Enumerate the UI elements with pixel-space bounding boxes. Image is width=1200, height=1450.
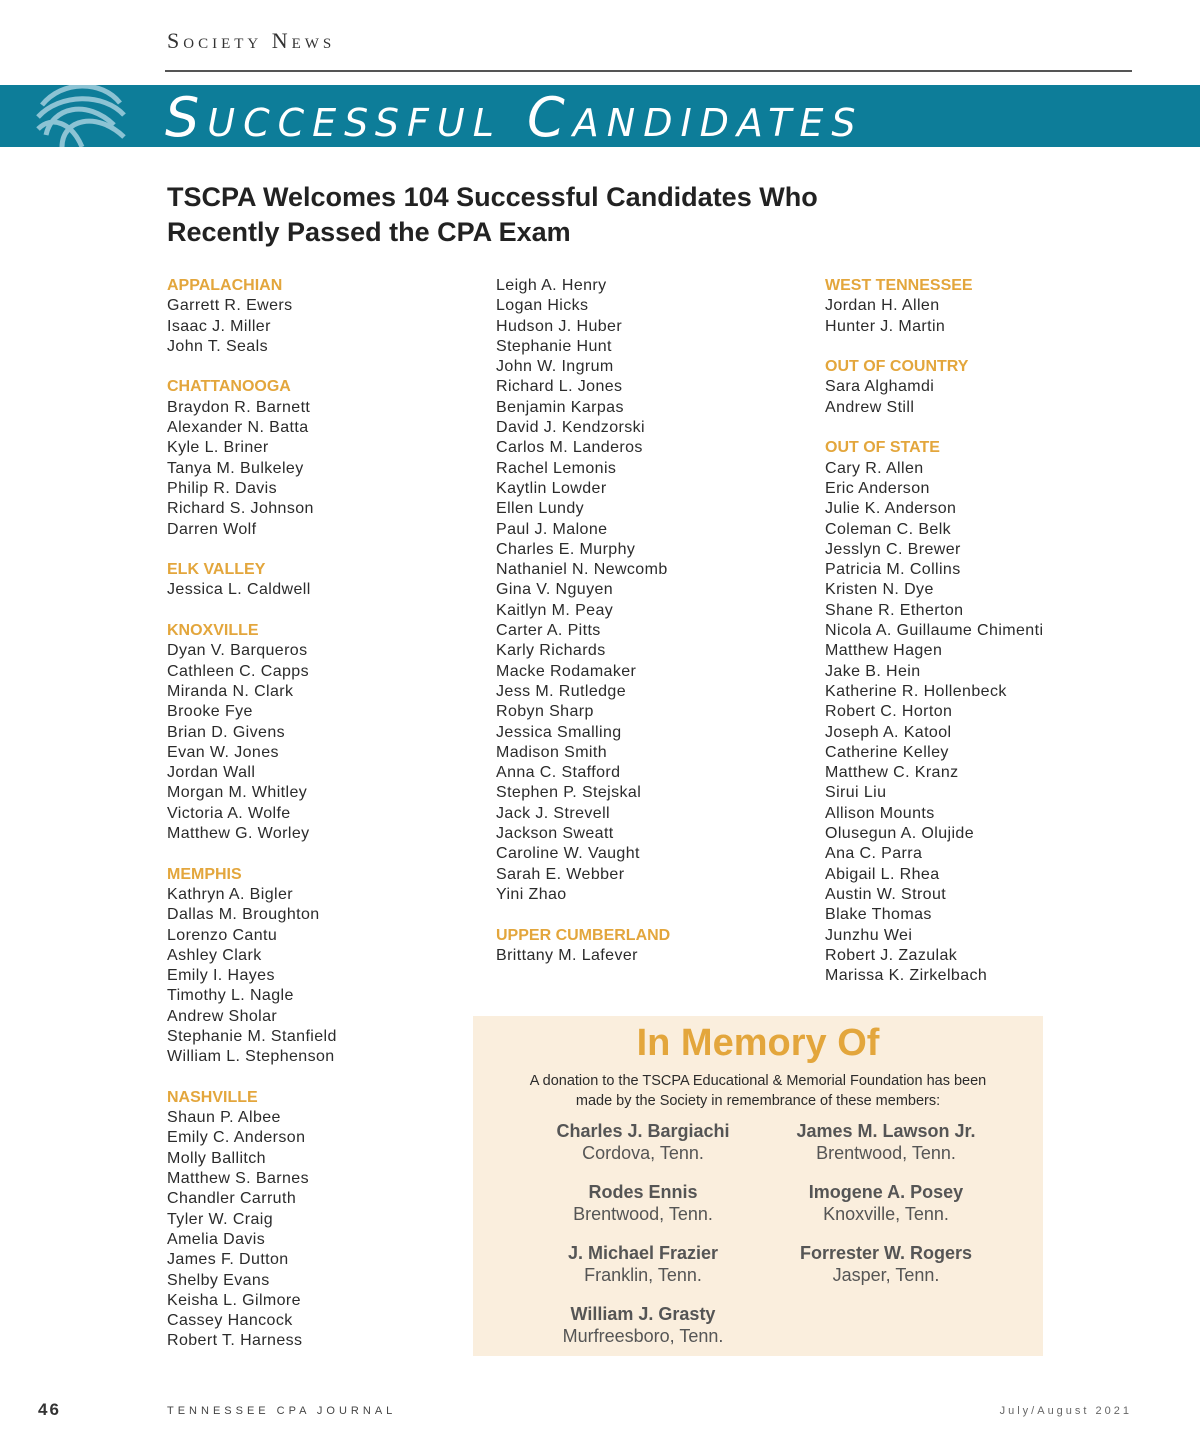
candidate-name: Caroline W. Vaught <box>496 845 640 863</box>
candidate-name: Coleman C. Belk <box>825 520 952 538</box>
region-label: APPALACHIAN <box>167 277 283 294</box>
candidate-name: Amelia Davis <box>167 1230 266 1248</box>
candidate-name: Timothy L. Nagle <box>167 987 294 1005</box>
candidate-name: Eric Anderson <box>825 479 930 497</box>
region-label: NASHVILLE <box>167 1088 258 1106</box>
candidate-group <box>167 377 467 539</box>
candidates-column-1 <box>167 276 467 1372</box>
candidate-name: Joseph A. Katool <box>825 723 952 741</box>
candidate-name: Lorenzo Cantu <box>167 926 278 944</box>
memorial-entry <box>513 1242 773 1286</box>
candidate-name: Katherine R. Hollenbeck <box>825 682 1007 700</box>
candidate-group <box>167 1088 467 1352</box>
candidate-group <box>825 276 1065 337</box>
candidate-name: Ellen Lundy <box>496 500 585 518</box>
region-label: WEST TENNESSEE <box>825 277 973 294</box>
candidate-name: Gina V. Nguyen <box>496 581 614 599</box>
candidate-name: Matthew S. Barnes <box>167 1170 309 1188</box>
memorial-entry <box>756 1242 1016 1286</box>
candidate-name: Tyler W. Craig <box>167 1210 274 1228</box>
candidate-name: Morgan M. Whitley <box>167 784 308 802</box>
knot-logo-icon <box>32 85 132 147</box>
memorial-entry <box>756 1181 1016 1225</box>
memorial-city: Jasper, Tenn. <box>832 1265 940 1285</box>
candidate-name: Shane R. Etherton <box>825 601 964 619</box>
candidate-name: Paul J. Malone <box>496 520 608 538</box>
candidate-name: Victoria A. Wolfe <box>167 804 291 822</box>
candidate-name: Hudson J. Huber <box>496 317 623 335</box>
candidate-name: Cary R. Allen <box>825 459 924 477</box>
candidate-group <box>496 926 796 967</box>
candidate-name: Jesslyn C. Brewer <box>825 540 961 558</box>
candidate-group <box>496 276 796 905</box>
memorial-name: William J. Grasty <box>570 1304 716 1324</box>
candidate-group <box>167 560 467 601</box>
candidate-name: Yini Zhao <box>496 885 567 903</box>
candidate-name: Benjamin Karpas <box>496 398 624 416</box>
candidate-name: Catherine Kelley <box>825 743 949 761</box>
candidate-name: Matthew C. Kranz <box>825 764 959 782</box>
banner-title: Successful Candidates <box>165 86 864 149</box>
candidate-name: Kaitlyn M. Peay <box>496 601 614 619</box>
candidate-name: Richard L. Jones <box>496 378 623 396</box>
in-memory-box <box>473 1016 1043 1356</box>
region-label: UPPER CUMBERLAND <box>496 926 671 944</box>
candidate-name: Emily C. Anderson <box>167 1129 306 1147</box>
region-label: OUT OF STATE <box>825 439 940 457</box>
memorial-name: Forrester W. Rogers <box>799 1243 973 1263</box>
candidate-name: Karly Richards <box>496 642 606 660</box>
region-label: CHATTANOOGA <box>167 378 291 396</box>
candidate-name: Richard S. Johnson <box>167 500 314 518</box>
candidate-name: Andrew Still <box>825 398 915 416</box>
candidate-name: Macke Rodamaker <box>496 662 637 680</box>
memory-intro-line: A donation to the TSCPA Educational & Memorial Foundation has been <box>529 1073 987 1089</box>
candidate-name: Carlos M. Landeros <box>496 439 643 457</box>
memorial-name: Imogene A. Posey <box>808 1182 964 1202</box>
candidate-name: Jackson Sweatt <box>496 825 614 843</box>
candidate-name: Dyan V. Barqueros <box>167 642 308 660</box>
candidate-name: Hunter J. Martin <box>825 317 946 335</box>
candidate-name: Stephanie Hunt <box>496 337 612 355</box>
candidate-name: Jess M. Rutledge <box>496 682 627 700</box>
page-headline: TSCPA Welcomes 104 Successful Candidates Who Recently Passed the CPA Exam <box>167 182 818 247</box>
candidate-name: Miranda N. Clark <box>167 682 294 700</box>
memorial-name: J. Michael Frazier <box>567 1243 719 1263</box>
candidate-name: Cathleen C. Capps <box>167 662 309 680</box>
journal-name: TENNESSEE CPA JOURNAL <box>167 1405 397 1417</box>
memorial-entry <box>513 1181 773 1225</box>
candidate-name: Molly Ballitch <box>167 1149 266 1167</box>
candidate-name: Madison Smith <box>496 743 608 761</box>
candidate-name: Allison Mounts <box>825 804 935 822</box>
candidate-name: Braydon R. Barnett <box>167 398 311 416</box>
region-label: KNOXVILLE <box>167 622 259 640</box>
memorial-city: Murfreesboro, Tenn. <box>562 1326 724 1346</box>
candidate-name: James F. Dutton <box>167 1251 289 1269</box>
candidate-name: Robert C. Horton <box>825 703 953 721</box>
candidate-name: Jack J. Strevell <box>496 804 610 822</box>
candidate-name: Carter A. Pitts <box>496 622 601 640</box>
candidate-name: William L. Stephenson <box>167 1048 335 1066</box>
candidate-group <box>167 621 467 844</box>
candidate-name: Brittany M. Lafever <box>496 946 638 964</box>
candidate-group <box>825 357 1065 418</box>
candidate-name: Abigail L. Rhea <box>825 865 940 883</box>
memorial-city: Knoxville, Tenn. <box>823 1204 949 1224</box>
candidate-name: Austin W. Strout <box>825 885 947 903</box>
region-label: MEMPHIS <box>167 865 242 883</box>
candidate-name: John W. Ingrum <box>496 358 614 376</box>
candidate-name: Jordan H. Allen <box>825 297 940 315</box>
memorial-city: Franklin, Tenn. <box>584 1265 702 1285</box>
issue-date: July/August 2021 <box>999 1405 1132 1417</box>
region-label: ELK VALLEY <box>167 561 266 579</box>
candidate-name: Sara Alghamdi <box>825 378 935 396</box>
candidate-group <box>825 438 1065 986</box>
candidate-name: Keisha L. Gilmore <box>167 1291 301 1309</box>
candidate-name: Andrew Sholar <box>167 1007 278 1025</box>
candidate-name: Ashley Clark <box>167 946 262 964</box>
candidate-name: Nathaniel N. Newcomb <box>496 561 668 579</box>
candidate-name: Charles E. Murphy <box>496 540 636 558</box>
candidate-name: Isaac J. Miller <box>167 317 271 335</box>
candidate-name: Emily I. Hayes <box>167 967 275 985</box>
memorial-city: Brentwood, Tenn. <box>816 1143 956 1163</box>
region-label: OUT OF COUNTRY <box>825 358 969 376</box>
candidate-name: Rachel Lemonis <box>496 459 617 477</box>
candidate-name: Patricia M. Collins <box>825 561 961 579</box>
memorial-name: Charles J. Bargiachi <box>556 1121 730 1141</box>
candidate-name: Dallas M. Broughton <box>167 906 320 924</box>
candidate-group <box>167 865 467 1068</box>
candidate-name: Junzhu Wei <box>825 926 913 944</box>
candidate-name: Sirui Liu <box>825 784 887 802</box>
memorial-city: Brentwood, Tenn. <box>573 1204 713 1224</box>
candidate-name: Chandler Carruth <box>167 1190 297 1208</box>
candidate-name: Shelby Evans <box>167 1271 270 1289</box>
candidate-name: Brooke Fye <box>167 703 253 721</box>
candidate-name: Anna C. Stafford <box>496 764 621 782</box>
candidate-group <box>167 276 467 357</box>
memorial-city: Cordova, Tenn. <box>582 1143 704 1163</box>
candidate-name: Shaun P. Albee <box>167 1109 281 1127</box>
candidate-name: Marissa K. Zirkelbach <box>825 967 988 985</box>
candidate-name: Jake B. Hein <box>825 662 921 680</box>
candidates-column-2 <box>496 276 796 986</box>
memorial-entry <box>513 1120 773 1164</box>
candidate-name: Philip R. Davis <box>167 479 278 497</box>
candidate-name: Kristen N. Dye <box>825 581 934 599</box>
candidate-name: Nicola A. Guillaume Chimenti <box>825 622 1044 640</box>
candidate-name: Matthew G. Worley <box>167 825 310 843</box>
candidate-name: Kaytlin Lowder <box>496 479 607 497</box>
memorial-name: Rodes Ennis <box>588 1182 698 1202</box>
candidate-name: Stephen P. Stejskal <box>496 784 642 802</box>
memorial-entry <box>756 1120 1016 1164</box>
memory-intro-line: made by the Society in remembrance of these members: <box>575 1093 941 1109</box>
candidate-name: Jordan Wall <box>167 764 256 782</box>
title-banner <box>0 85 1200 147</box>
candidate-name: Cassey Hancock <box>167 1312 293 1330</box>
candidate-name: Ana C. Parra <box>825 845 923 863</box>
candidate-name: Evan W. Jones <box>167 743 279 761</box>
candidate-name: Blake Thomas <box>825 906 932 924</box>
candidate-name: Leigh A. Henry <box>496 277 607 294</box>
candidate-name: Darren Wolf <box>167 520 257 538</box>
candidates-column-3 <box>825 276 1065 1007</box>
memorial-name: James M. Lawson Jr. <box>796 1121 976 1141</box>
page-number: 46 <box>38 1400 61 1419</box>
candidate-name: Jessica L. Caldwell <box>167 581 311 599</box>
candidate-name: Julie K. Anderson <box>825 500 957 518</box>
candidate-name: Stephanie M. Stanfield <box>167 1027 337 1045</box>
candidate-name: John T. Seals <box>167 337 268 355</box>
candidate-name: Robert J. Zazulak <box>825 946 958 964</box>
candidate-name: Brian D. Givens <box>167 723 286 741</box>
header-rule <box>165 70 1132 72</box>
candidate-name: Kyle L. Briner <box>167 439 269 457</box>
memory-title: In Memory Of <box>636 1022 880 1064</box>
candidate-name: Garrett R. Ewers <box>167 297 293 315</box>
candidate-name: Robert T. Harness <box>167 1332 303 1350</box>
candidate-name: Alexander N. Batta <box>167 419 309 437</box>
candidate-name: Kathryn A. Bigler <box>167 885 293 903</box>
memory-intro <box>503 1071 1013 1111</box>
memorial-entry <box>513 1303 773 1347</box>
section-label: Society News <box>167 28 336 53</box>
candidate-name: Jessica Smalling <box>496 723 622 741</box>
candidate-name: David J. Kendzorski <box>496 419 645 437</box>
candidate-name: Matthew Hagen <box>825 642 943 660</box>
candidate-name: Olusegun A. Olujide <box>825 825 975 843</box>
candidate-name: Logan Hicks <box>496 297 589 315</box>
candidate-name: Robyn Sharp <box>496 703 594 721</box>
candidate-name: Tanya M. Bulkeley <box>167 459 304 477</box>
candidate-name: Sarah E. Webber <box>496 865 625 883</box>
